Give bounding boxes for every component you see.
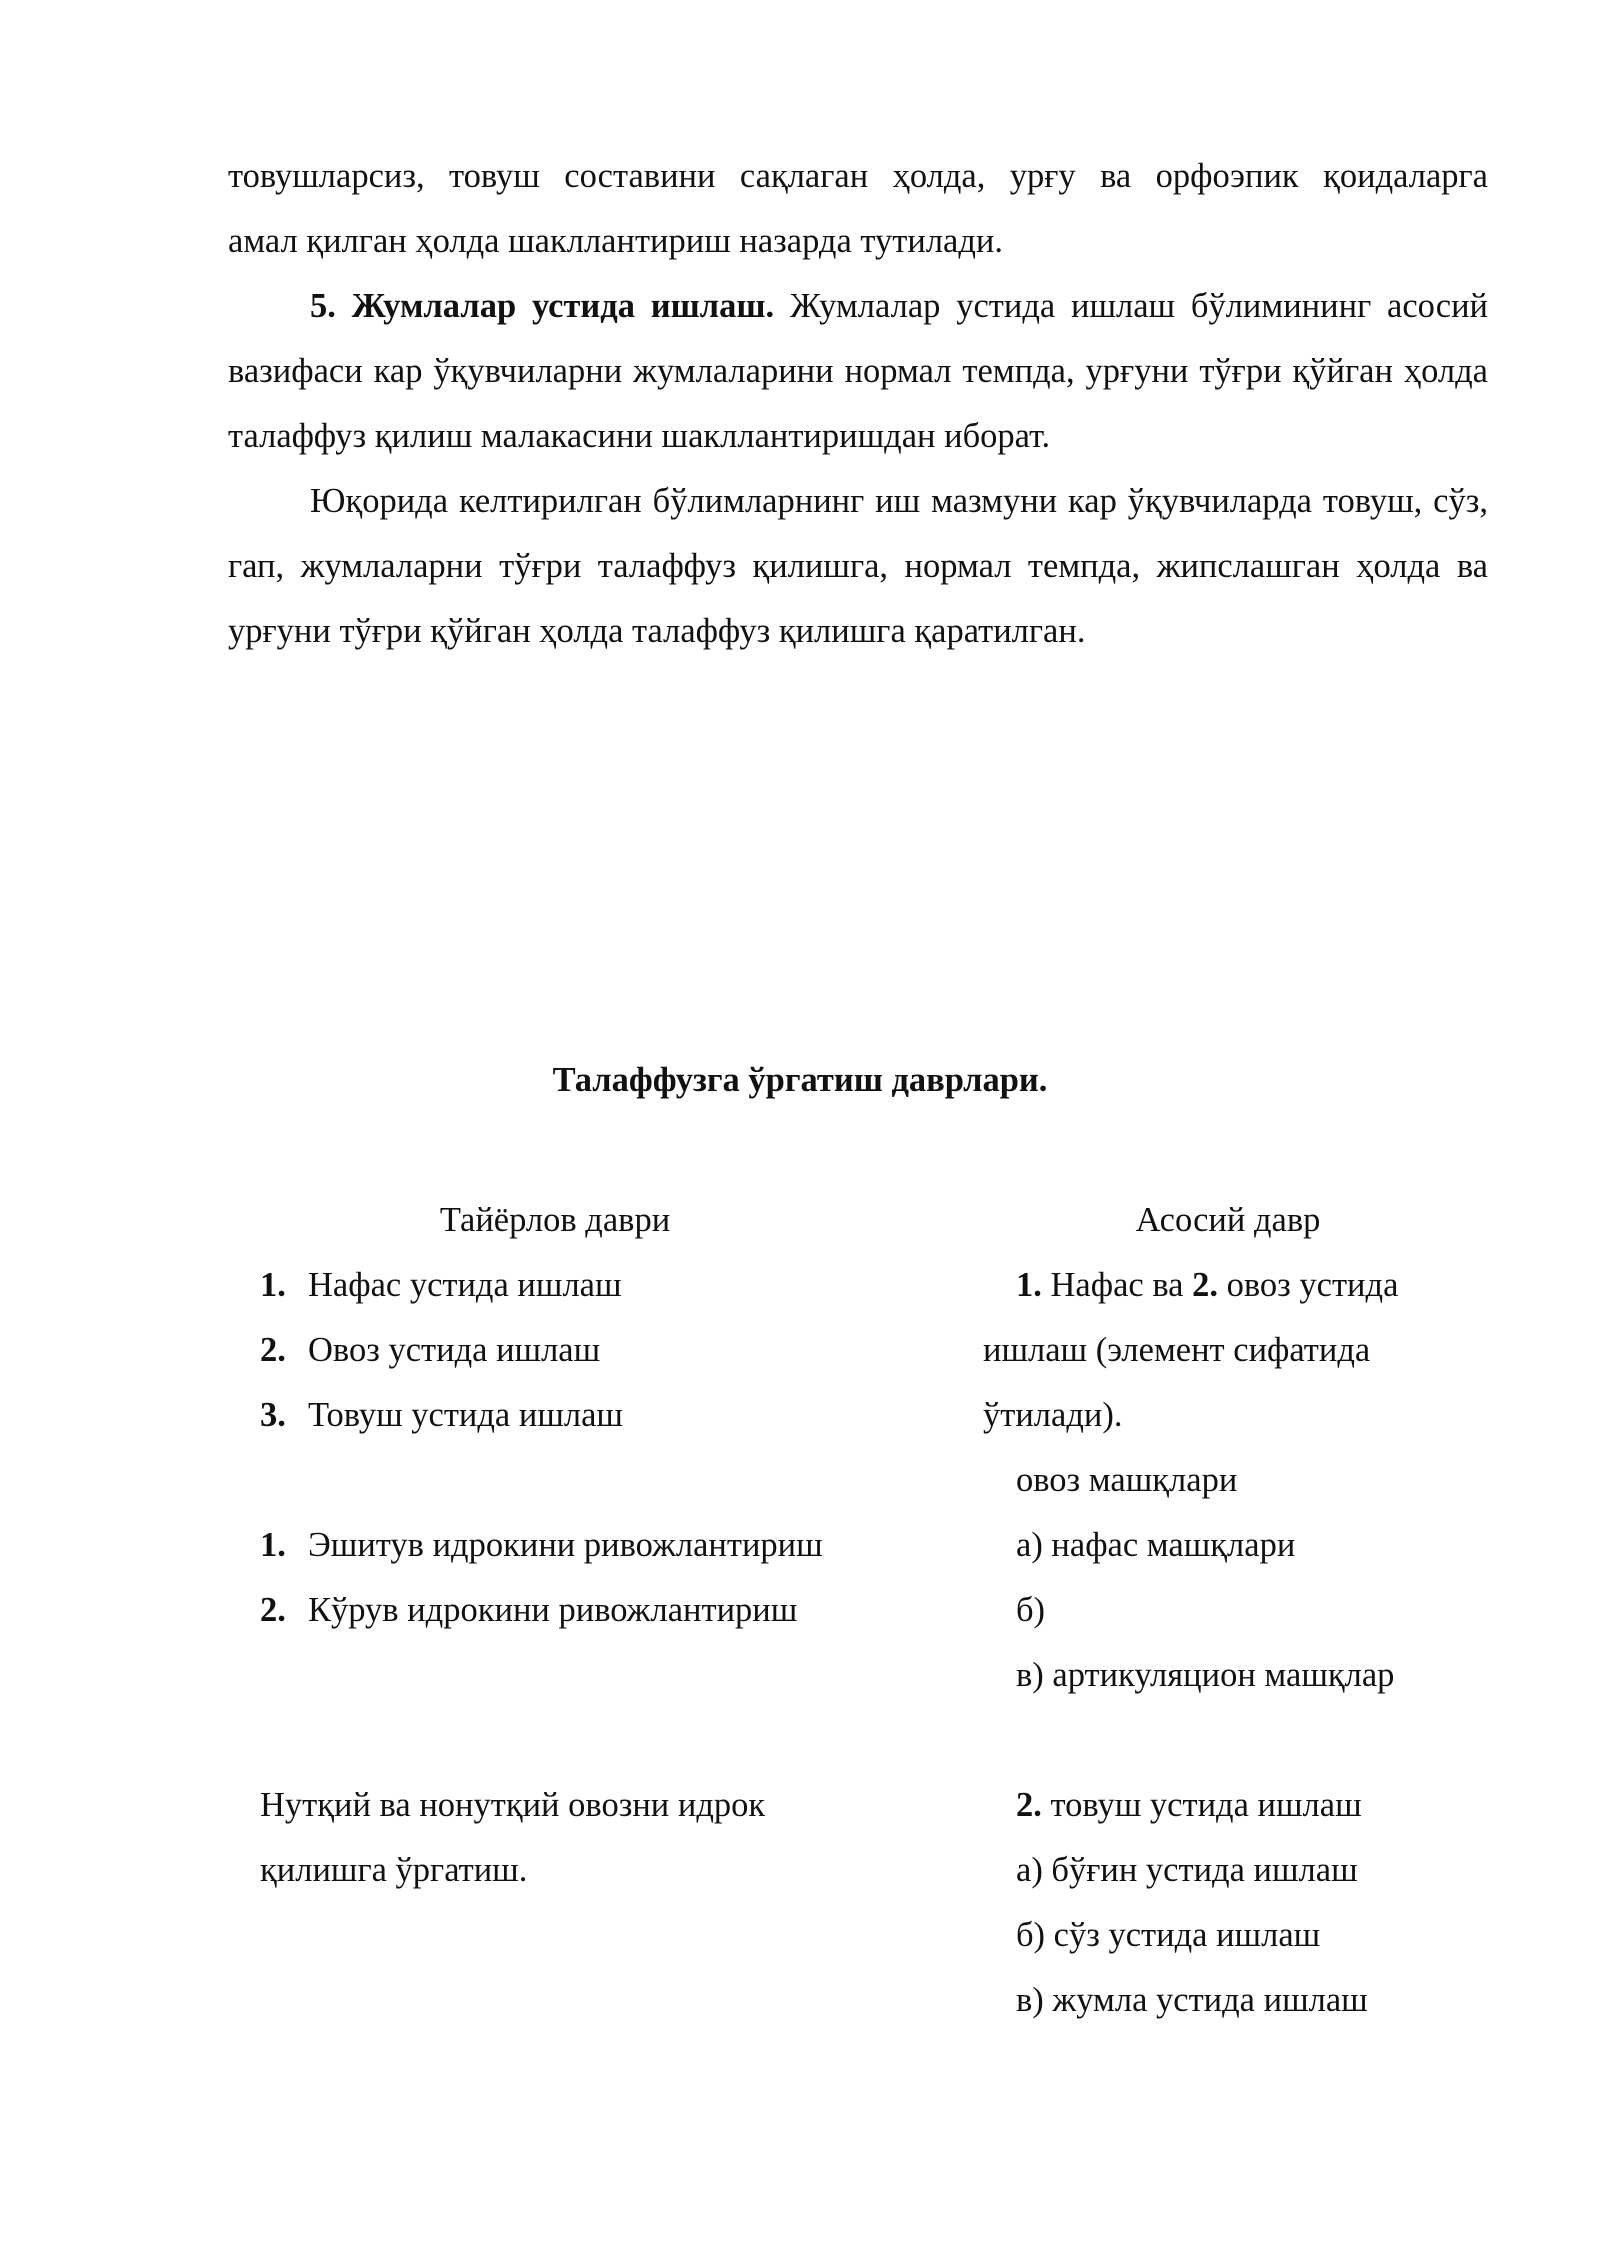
list-item (260, 1253, 880, 1318)
list-item-number: 1. (260, 1266, 286, 1304)
sub-item-a: а) нафас машқлари (1016, 1526, 1296, 1564)
voice-exercises: овоз машқлари (1016, 1461, 1238, 1499)
list-item-number: 1. (260, 1526, 286, 1564)
right-item-2-text: товуш устида ишлаш (1041, 1786, 1362, 1824)
spacer (260, 1643, 880, 1708)
paragraph-1-line-1: товушларсиз, товуш составини сақлаган ҳолда, урғу ва орфоэпик қоидаларга (228, 157, 1488, 195)
right-column (983, 1188, 1463, 2033)
right-item-1-line-2: ишлаш (элемент сифатида (983, 1331, 1371, 1369)
list-item (260, 1513, 880, 1578)
paragraph-2-heading: 5. Жумлалар устида ишлаш. (310, 287, 775, 325)
right-item-1-number-2: 2. (1192, 1266, 1218, 1304)
paragraph-2 (228, 274, 1488, 469)
list-item-text: Товуш устида ишлаш (308, 1396, 623, 1434)
spacer (260, 1448, 880, 1513)
section-title: Талаффузга ўргатиш даврлари. (552, 1061, 1048, 1099)
list-item-number: 2. (260, 1331, 286, 1369)
right-item-1-line-1 (983, 1253, 1463, 1318)
paragraph-2-body: Жумлалар устида ишлаш бўлимининг асосий вазифаси кар ўқувчиларни жумлаларини нормал темпда, урғуни тўғри қўйган ҳолда талаффуз қилиш малакасини шакллантиришдан иборат. (228, 287, 1488, 455)
list-item (260, 1578, 880, 1643)
paragraph-3-text: Юқорида келтирилган бўлимларнинг иш мазмуни кар ўқувчиларда товуш, сўз, гап, жумлаларни тўғри талаффуз қилишга, нормал темпда, жипслашган ҳолда ва урғуни тўғри қўйган ҳолда талаффуз қилишга қаратилган. (228, 482, 1488, 650)
list-item-text: Овоз устида ишлаш (308, 1331, 601, 1369)
right-item-2-b: б) сўз устида ишлаш (1016, 1916, 1321, 1954)
right-item-2-a: а) бўғин устида ишлаш (1016, 1851, 1358, 1889)
list-item-text: Кўрув идрокини ривожлантириш (308, 1591, 798, 1629)
right-item-1-mid: Нафас ва (1041, 1266, 1193, 1304)
paragraph-3 (228, 469, 1488, 664)
right-item-2-number: 2. (1016, 1786, 1042, 1824)
sub-item-c: в) артикуляцион машқлар (1016, 1656, 1395, 1694)
right-item-1-number-1: 1. (1016, 1266, 1042, 1304)
list-item-number: 3. (260, 1396, 286, 1434)
paragraph-2-text (228, 274, 1488, 469)
list-item-text: Нафас устида ишлаш (308, 1266, 622, 1304)
list-item-text: Эшитув идрокини ривожлантириш (308, 1526, 823, 1564)
right-item-2 (983, 1773, 1463, 1838)
list-item (260, 1383, 880, 1448)
right-item-2-c: в) жумла устида ишлаш (1016, 1981, 1368, 2019)
right-item-1-end: овоз устида (1217, 1266, 1399, 1304)
left-note-line-1: Нутқий ва нонутқий овозни идрок (260, 1786, 766, 1824)
paragraph-1-line-2: амал қилган ҳолда шакллантириш назарда тутилади. (228, 222, 1003, 260)
right-item-1-line-3: ўтилади). (983, 1396, 1123, 1434)
spacer (983, 1708, 1463, 1773)
left-note-line-2: қилишга ўргатиш. (260, 1851, 528, 1889)
spacer (260, 1708, 880, 1773)
right-column-heading: Асосий давр (1135, 1201, 1321, 1239)
paragraph-1 (228, 144, 1488, 274)
left-column-heading: Тайёрлов даври (439, 1201, 671, 1239)
list-item-number: 2. (260, 1591, 286, 1629)
left-column (260, 1188, 880, 1903)
sub-item-b: б) (1016, 1591, 1046, 1629)
list-item (260, 1318, 880, 1383)
